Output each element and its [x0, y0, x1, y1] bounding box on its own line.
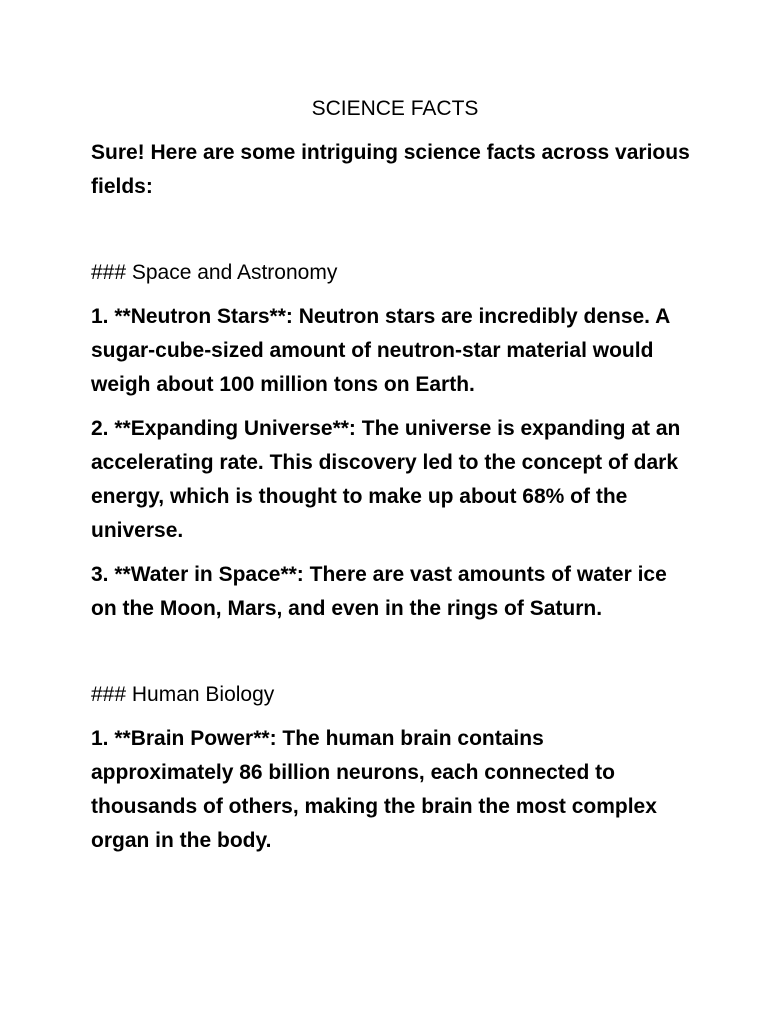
fact-expanding-universe: 2. **Expanding Universe**: The universe is expanding at an accelerating rate. This discovery led to the concept of dark energy, which is thought to make up about 68% of the universe. — [91, 417, 681, 542]
section-spacer — [91, 214, 691, 256]
fact-neutron-stars: 1. **Neutron Stars**: Neutron stars are incredibly dense. A sugar-cube-sized amount of neutron-star material would weigh about 100 million tons on Earth. — [91, 305, 670, 396]
fact-water-in-space: 3. **Water in Space**: There are vast amounts of water ice on the Moon, Mars, and even in the rings of Saturn. — [91, 563, 667, 620]
document-title: SCIENCE FACTS — [311, 97, 479, 120]
section-spacer — [91, 636, 691, 678]
document-body — [91, 94, 691, 868]
fact-brain-power: 1. **Brain Power**: The human brain contains approximately 86 billion neurons, each connected to thousands of others, making the brain the most complex organ in the body. — [91, 727, 657, 852]
intro-paragraph: Sure! Here are some intriguing science facts across various fields: — [91, 141, 690, 198]
section-heading-space: ### Space and Astronomy — [91, 261, 338, 284]
section-heading-biology: ### Human Biology — [91, 683, 275, 706]
